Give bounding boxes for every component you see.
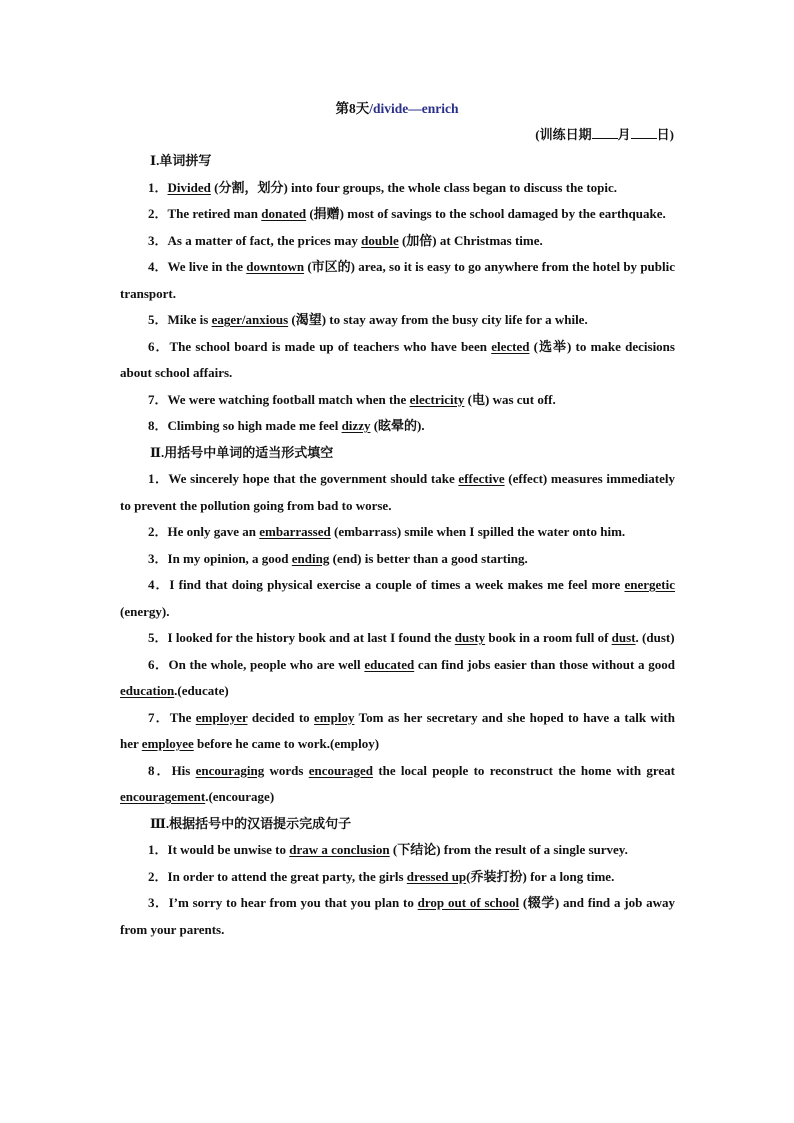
item-text: (加倍) at Christmas time. bbox=[398, 232, 543, 248]
section2-item-6 bbox=[120, 652, 675, 705]
section2-title: Ⅱ.用括号中单词的适当形式填空 bbox=[150, 444, 334, 460]
item-number: 3． bbox=[148, 550, 168, 566]
item-text: Tom as her secretary and she hoped to have a talk with her bbox=[120, 709, 675, 751]
item-text: book in a room full of bbox=[485, 630, 612, 645]
item-number: 8． bbox=[148, 418, 168, 433]
item-text: can find jobs easier than those without a good bbox=[414, 656, 675, 672]
date-month: 月 bbox=[617, 127, 631, 142]
item-text: (辍学) and find a job away from your parents. bbox=[120, 895, 675, 937]
answer-word: downtown bbox=[246, 259, 305, 274]
item-text: Mike is bbox=[167, 312, 212, 327]
item-number: 2． bbox=[148, 524, 168, 539]
item-number: 3． bbox=[148, 895, 169, 910]
section3-item-1 bbox=[120, 837, 675, 864]
worksheet-content bbox=[120, 148, 675, 943]
item-text: (effect) measures immediately to prevent the pollution going from bbox=[120, 471, 675, 513]
item-number: 1． bbox=[148, 179, 168, 195]
section1-item-5 bbox=[120, 307, 675, 334]
section2-item-2 bbox=[120, 519, 675, 546]
answer-word: donated bbox=[261, 206, 307, 221]
answer-word: Divided bbox=[167, 179, 211, 195]
item-text: In order to attend the great party, the girls bbox=[167, 868, 407, 884]
section3-item-2 bbox=[120, 864, 675, 891]
item-text: (市区的) area, so it is easy to go anywhere from the hotel by public transport. bbox=[120, 259, 675, 301]
item-number: 2． bbox=[148, 868, 168, 884]
item-text: . (dust) bbox=[635, 630, 675, 645]
item-text: It would be unwise to bbox=[167, 842, 290, 857]
section3-list bbox=[120, 837, 675, 943]
date-day: 日) bbox=[656, 127, 674, 142]
day-blank bbox=[631, 126, 657, 139]
answer-word: dressed up bbox=[406, 868, 467, 884]
item-text: (乔装打扮) for a long time. bbox=[466, 868, 615, 884]
answer-word: elected bbox=[491, 338, 530, 354]
answer-word: dust bbox=[611, 630, 636, 645]
item-number: 4． bbox=[148, 577, 170, 592]
section1-item-2 bbox=[120, 201, 675, 228]
section2-item-8 bbox=[120, 758, 675, 811]
item-text: We sincerely hope that the government should take bbox=[168, 471, 459, 486]
item-text: I find that doing physical exercise a couple of times a week makes me feel more bbox=[169, 577, 625, 592]
section1-item-1 bbox=[120, 175, 675, 202]
section1-title: Ⅰ.单词拼写 bbox=[150, 153, 212, 168]
item-text: words bbox=[264, 762, 309, 778]
item-number: 8． bbox=[148, 762, 172, 778]
item-number: 7． bbox=[148, 709, 170, 725]
answer-word: educated bbox=[364, 656, 415, 672]
item-number: 1． bbox=[148, 842, 168, 857]
item-text: (分割，划分) into four groups, the whole class began to discuss the topic. bbox=[210, 179, 618, 195]
item-number: 6． bbox=[148, 656, 169, 672]
section1-item-6 bbox=[120, 334, 675, 387]
answer-word: effective bbox=[458, 471, 505, 486]
answer-word: employ bbox=[314, 709, 355, 725]
section1-item-4 bbox=[120, 254, 675, 307]
item-text: (渴望) to stay away from the busy city life for a while. bbox=[288, 312, 588, 327]
section1-list bbox=[120, 175, 675, 440]
item-text: (眩晕的). bbox=[370, 418, 425, 433]
section2-item-4 bbox=[120, 572, 675, 625]
item-text: I looked for the history book and at last I found the bbox=[167, 630, 455, 645]
item-number: 1． bbox=[148, 471, 169, 486]
section1-item-3 bbox=[120, 228, 675, 255]
item-text: (电) was cut off. bbox=[464, 391, 556, 407]
item-text: The school board is made up of teachers who have been bbox=[169, 338, 492, 354]
item-number: 3． bbox=[148, 232, 168, 248]
item-text: His bbox=[171, 762, 196, 778]
answer-word: employee bbox=[141, 736, 194, 751]
item-text: .(educate) bbox=[174, 683, 229, 698]
answer-word: draw a conclusion bbox=[289, 842, 390, 857]
item-text: He only gave an bbox=[167, 524, 260, 539]
item-text: I’m sorry to hear from you that you plan to bbox=[168, 895, 418, 910]
answer-word: ending bbox=[291, 550, 330, 566]
section2-item-1 bbox=[120, 466, 675, 519]
item-text: (下结论) from the result of a single survey. bbox=[389, 842, 628, 857]
section1-item-7 bbox=[120, 387, 675, 414]
section2-item-3 bbox=[120, 546, 675, 573]
section3-item-3 bbox=[120, 890, 675, 943]
section2-item-5 bbox=[120, 625, 675, 652]
section2-list bbox=[120, 466, 675, 811]
item-number: 7． bbox=[148, 391, 168, 407]
item-text: (捐赠) most of savings to the school damaged by the earthquake. bbox=[306, 206, 666, 221]
item-text: In my opinion, a good bbox=[167, 550, 292, 566]
item-number: 2． bbox=[148, 206, 168, 221]
answer-word: dizzy bbox=[341, 418, 371, 433]
title-words: /divide—enrich bbox=[369, 101, 459, 116]
item-text: before he came to work.(employ) bbox=[193, 736, 380, 751]
item-text: As a matter of fact, the prices may bbox=[167, 232, 362, 248]
answer-word: encouragement bbox=[120, 789, 206, 804]
date-prefix: (训练日期 bbox=[535, 127, 592, 142]
item-number: 5． bbox=[148, 630, 168, 645]
item-text: bad to worse. bbox=[314, 497, 392, 513]
answer-word: embarrassed bbox=[259, 524, 331, 539]
page-title bbox=[0, 97, 794, 117]
section2-item-7 bbox=[120, 705, 675, 758]
answer-word: double bbox=[361, 232, 399, 248]
item-text: We were watching football match when the bbox=[167, 391, 410, 407]
section3-title: Ⅲ.根据括号中的汉语提示完成句子 bbox=[150, 815, 352, 831]
answer-word: dusty bbox=[454, 630, 486, 645]
item-text: (end) is better than a good starting. bbox=[329, 550, 528, 566]
item-text: We live in the bbox=[167, 259, 247, 274]
item-text: Climbing so high made me feel bbox=[167, 418, 342, 433]
item-number: 4． bbox=[148, 259, 168, 274]
item-text: (选举) to make decisions about school affairs. bbox=[120, 338, 675, 380]
item-number: 6． bbox=[148, 338, 170, 354]
section1-item-8 bbox=[120, 413, 675, 440]
item-text: decided to bbox=[247, 709, 315, 725]
answer-word: education bbox=[120, 683, 175, 698]
answer-word: energetic bbox=[624, 577, 675, 592]
item-text: the local people to reconstruct the home with great bbox=[373, 762, 675, 778]
answer-word: encouraging bbox=[195, 762, 265, 778]
item-text: The bbox=[169, 709, 196, 725]
item-number: 5． bbox=[148, 312, 168, 327]
title-day: 第8天 bbox=[335, 101, 370, 116]
item-text: (energy). bbox=[120, 603, 170, 619]
answer-word: employer bbox=[195, 709, 248, 725]
answer-word: drop out of school bbox=[417, 895, 520, 910]
answer-word: electricity bbox=[409, 391, 465, 407]
item-text: .(encourage) bbox=[205, 789, 275, 804]
item-text: On the whole, people who are well bbox=[168, 656, 365, 672]
answer-word: eager/anxious bbox=[211, 312, 289, 327]
item-text: The retired man bbox=[167, 206, 262, 221]
item-text: (embarrass) smile when I spilled the water onto him. bbox=[330, 524, 626, 539]
training-date bbox=[535, 124, 674, 143]
month-blank bbox=[592, 126, 618, 139]
answer-word: encouraged bbox=[308, 762, 374, 778]
